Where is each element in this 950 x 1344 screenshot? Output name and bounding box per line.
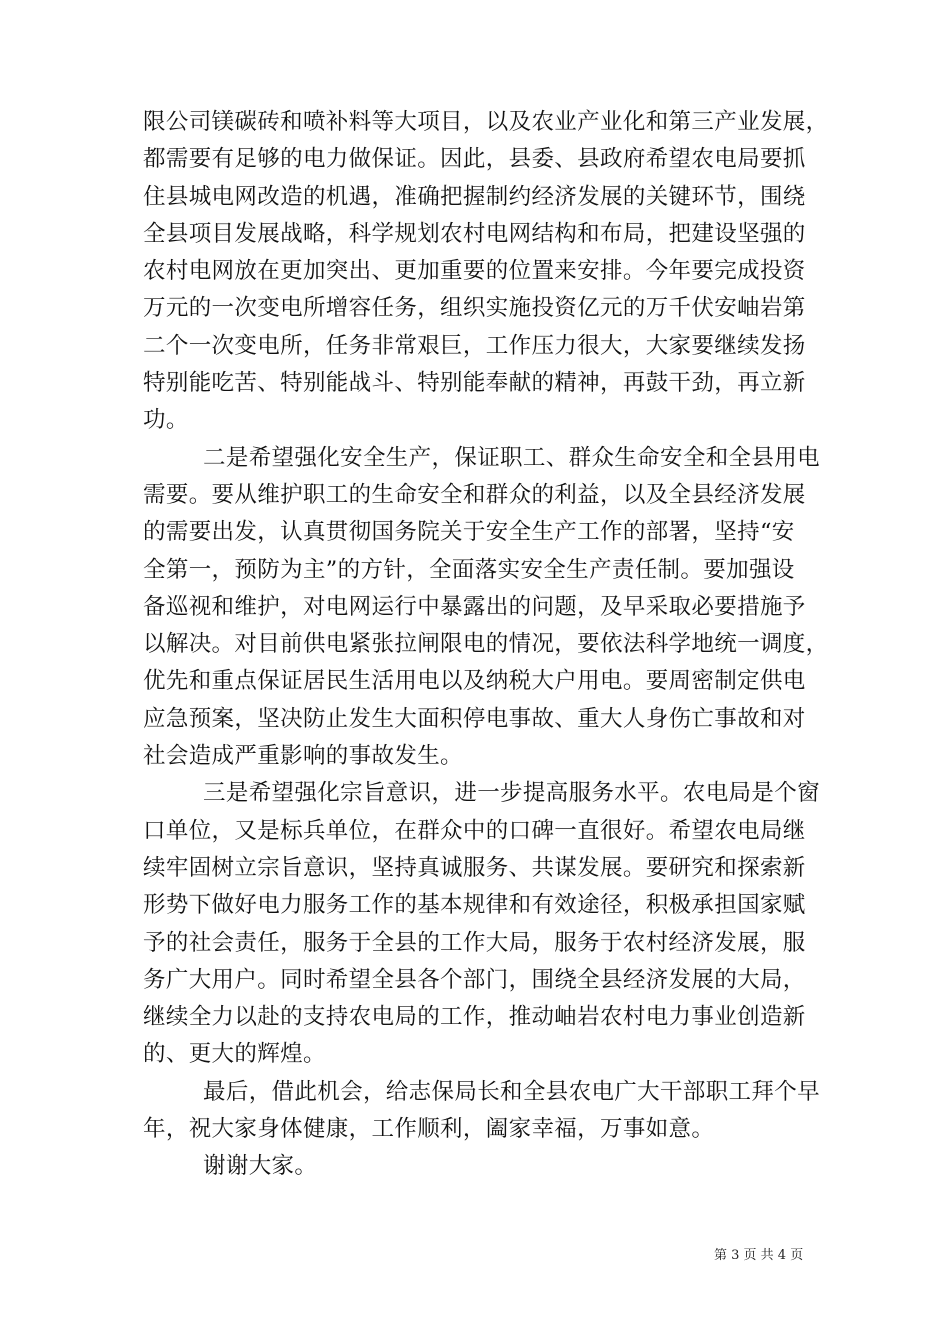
text-line: 的需要出发，认真贯彻国务院关于安全生产工作的部署，坚持“安 xyxy=(143,519,795,546)
text-line: 口单位，又是标兵单位，在群众中的口碑一直很好。希望农电局继 xyxy=(143,817,806,844)
paragraph-safety xyxy=(143,440,829,776)
text-line: 限公司镁碳砖和喷补料等大项目，以及农业产业化和第三产业发展， xyxy=(143,109,829,135)
paragraph-continuation xyxy=(143,104,829,440)
text-line: 的、更大的辉煌。 xyxy=(143,1041,326,1068)
text-line: 需要。要从维护职工的生命安全和群众的利益，以及全县经济发展 xyxy=(143,481,806,508)
text-line: 二是希望强化安全生产，保证职工、群众生命安全和全县用电 xyxy=(203,444,820,471)
paragraph-thanks xyxy=(143,1148,813,1185)
text-line: 最后，借此机会，给志保局长和全县农电广大干部职工拜个早 xyxy=(203,1078,820,1105)
text-line: 万元的一次变电所增容任务，组织实施投资亿元的万千伏安岫岩第 xyxy=(143,295,806,322)
text-line: 住县城电网改造的机遇，准确把握制约经济发展的关键环节，围绕 xyxy=(143,183,806,210)
text-line: 优先和重点保证居民生活用电以及纳税大户用电。要周密制定供电 xyxy=(143,668,806,695)
text-line: 续牢固树立宗旨意识，坚持真诚服务、共谋发展。要研究和探索新 xyxy=(143,854,806,881)
text-line: 形势下做好电力服务工作的基本规律和有效途径，积极承担国家赋 xyxy=(143,892,806,919)
text-line: 二个一次变电所，任务非常艰巨，工作压力很大，大家要继续发扬 xyxy=(143,332,806,359)
text-line: 备巡视和维护，对电网运行中暴露出的问题，及早采取必要措施予 xyxy=(143,593,806,620)
text-line: 以解决。对目前供电紧张拉闸限电的情况，要依法科学地统一调度， xyxy=(143,631,829,658)
text-line: 都需要有足够的电力做保证。因此，县委、县政府希望农电局要抓 xyxy=(143,146,806,173)
body-text xyxy=(143,104,829,1186)
text-line: 三是希望强化宗旨意识，进一步提高服务水平。农电局是个窗 xyxy=(203,780,820,807)
page-number-footer: 第 3 页 共 4 页 xyxy=(714,1248,804,1263)
text-line: 特别能吃苦、特别能战斗、特别能奉献的精神，再鼓干劲，再立新 xyxy=(143,370,806,397)
paragraph-closing xyxy=(143,1074,820,1149)
text-line: 务广大用户。同时希望全县各个部门，围绕全县经济发展的大局， xyxy=(143,966,806,993)
text-line: 社会造成严重影响的事故发生。 xyxy=(143,743,463,770)
text-line: 年，祝大家身体健康，工作顺利，阖家幸福，万事如意。 xyxy=(143,1116,715,1143)
text-line: 功。 xyxy=(143,407,189,434)
text-line: 农村电网放在更加突出、更加重要的位置来安排。今年要完成投资 xyxy=(143,258,806,285)
text-line: 继续全力以赴的支持农电局的工作，推动岫岩农村电力事业创造新 xyxy=(143,1004,806,1031)
text-line: 全第一，预防为主”的方针，全面落实安全生产责任制。要加强设 xyxy=(143,556,795,583)
paragraph-service xyxy=(143,775,820,1073)
text-line: 应急预案，坚决防止发生大面积停电事故、重大人身伤亡事故和对 xyxy=(143,705,806,732)
text-line: 谢谢大家。 xyxy=(203,1153,318,1180)
text-line: 全县项目发展战略，科学规划农村电网结构和布局，把建设坚强的 xyxy=(143,220,806,247)
text-line: 予的社会责任，服务于全县的工作大局，服务于农村经济发展，服 xyxy=(143,929,806,956)
